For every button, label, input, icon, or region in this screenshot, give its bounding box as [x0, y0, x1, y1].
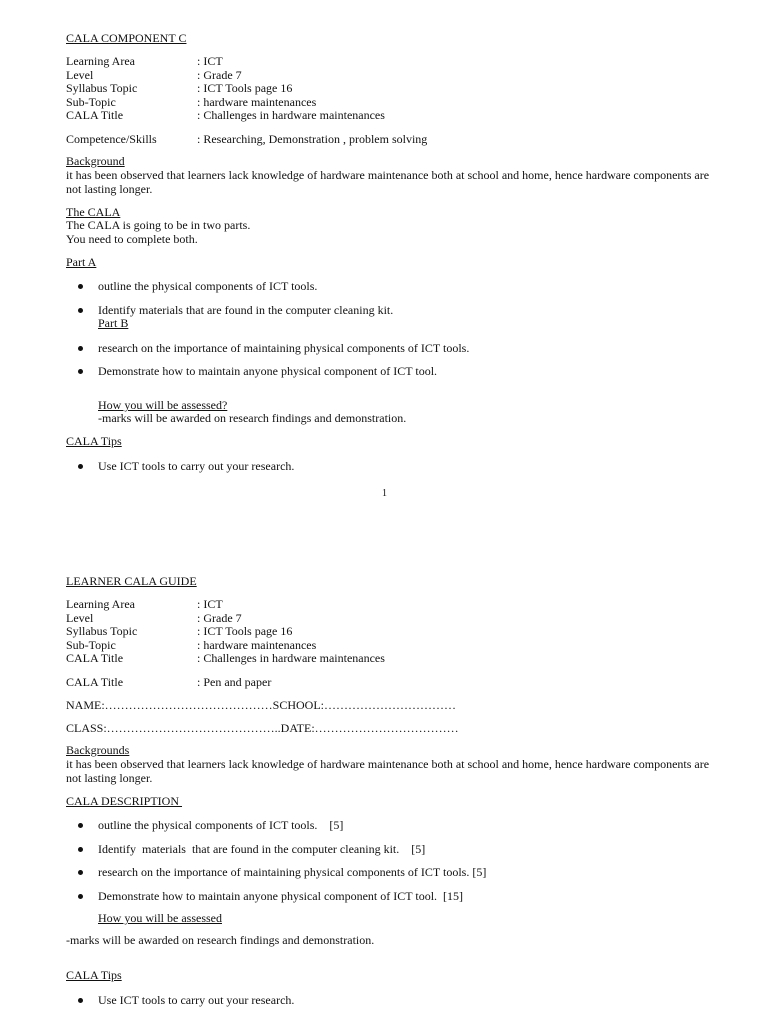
info-value: : Grade 7 [197, 610, 242, 625]
info-row [66, 55, 716, 69]
info-label: Sub-Topic [66, 637, 116, 652]
bullet-icon [78, 870, 83, 875]
info-row [66, 625, 716, 639]
info-row [66, 69, 716, 83]
background-heading: Backgrounds [66, 743, 130, 757]
part-a-heading: Part A [66, 255, 97, 269]
info-row [66, 96, 716, 110]
bullet-icon [78, 346, 83, 351]
info-value: : Pen and paper [197, 675, 272, 689]
info-value: : ICT Tools page 16 [197, 81, 293, 96]
info-value: : ICT [197, 54, 223, 68]
description-heading: CALA DESCRIPTION [66, 794, 183, 808]
cala-line: The CALA is going to be in two parts. [66, 218, 251, 232]
info-label: Learning Area [66, 54, 135, 68]
part-b-heading: Part B [98, 316, 129, 330]
section-heading: CALA COMPONENT C [66, 31, 187, 45]
info-value: : hardware maintenances [197, 94, 317, 109]
info-label: Sub-Topic [66, 94, 116, 109]
info-row [66, 612, 716, 626]
background-heading: Background [66, 154, 125, 168]
info-label: CALA Title [66, 651, 124, 666]
info-value: : ICT [197, 597, 223, 611]
info-value: : hardware maintenances [197, 637, 317, 652]
info-value: : Grade 7 [197, 67, 242, 82]
assess-heading: How you will be assessed [98, 911, 222, 925]
bullet-icon [78, 847, 83, 852]
assess-text: -marks will be awarded on research findings and demonstration. [66, 933, 375, 947]
class-date-line: CLASS:……………………………………..DATE:……………………………… [66, 721, 459, 735]
info-row [66, 109, 716, 123]
info-label: Level [66, 67, 94, 82]
info-label: Learning Area [66, 597, 135, 611]
bullet-icon [78, 308, 83, 313]
background-text: it has been observed that learners lack knowledge of hardware maintenance both at school and home, hence hardware components are not lasting longer. [66, 168, 710, 196]
info-value: : Challenges in hardware maintenances [197, 108, 385, 123]
competence-row [66, 133, 716, 147]
info-row [66, 82, 716, 96]
info-value: : Challenges in hardware maintenances [197, 651, 385, 666]
name-school-line: NAME:……………………………………SCHOOL:…………………………… [66, 698, 457, 712]
info-label: CALA Title [66, 675, 124, 689]
bullet-icon [78, 823, 83, 828]
page-number: 1 [382, 488, 387, 499]
tips-heading: CALA Tips [66, 434, 122, 448]
bullet-icon [78, 464, 83, 469]
info-label: Syllabus Topic [66, 624, 138, 639]
info-table [66, 598, 716, 666]
background-text: it has been observed that learners lack knowledge of hardware maintenance both at school and home, hence hardware components are not lasting longer. [66, 757, 710, 785]
assess-heading: How you will be assessed? [98, 398, 228, 412]
info-row [66, 598, 716, 612]
info-label: Competence/Skills [66, 132, 157, 146]
assess-text: -marks will be awarded on research findings and demonstration. [98, 411, 407, 425]
bullet-icon [78, 998, 83, 1003]
info-value: : Researching, Demonstration , problem solving [197, 132, 428, 146]
info-label: Syllabus Topic [66, 81, 138, 96]
info-table [66, 55, 716, 123]
bullet-icon [78, 369, 83, 374]
info-row [66, 652, 716, 666]
cala-heading: The CALA [66, 205, 121, 219]
info-row [66, 639, 716, 653]
section-heading: LEARNER CALA GUIDE [66, 574, 197, 588]
cala-title-row [66, 676, 716, 690]
bullet-icon [78, 284, 83, 289]
cala-line: You need to complete both. [66, 232, 198, 246]
bullet-icon [78, 894, 83, 899]
info-label: CALA Title [66, 108, 124, 123]
tips-heading: CALA Tips [66, 968, 122, 982]
info-label: Level [66, 610, 94, 625]
info-value: : ICT Tools page 16 [197, 624, 293, 639]
